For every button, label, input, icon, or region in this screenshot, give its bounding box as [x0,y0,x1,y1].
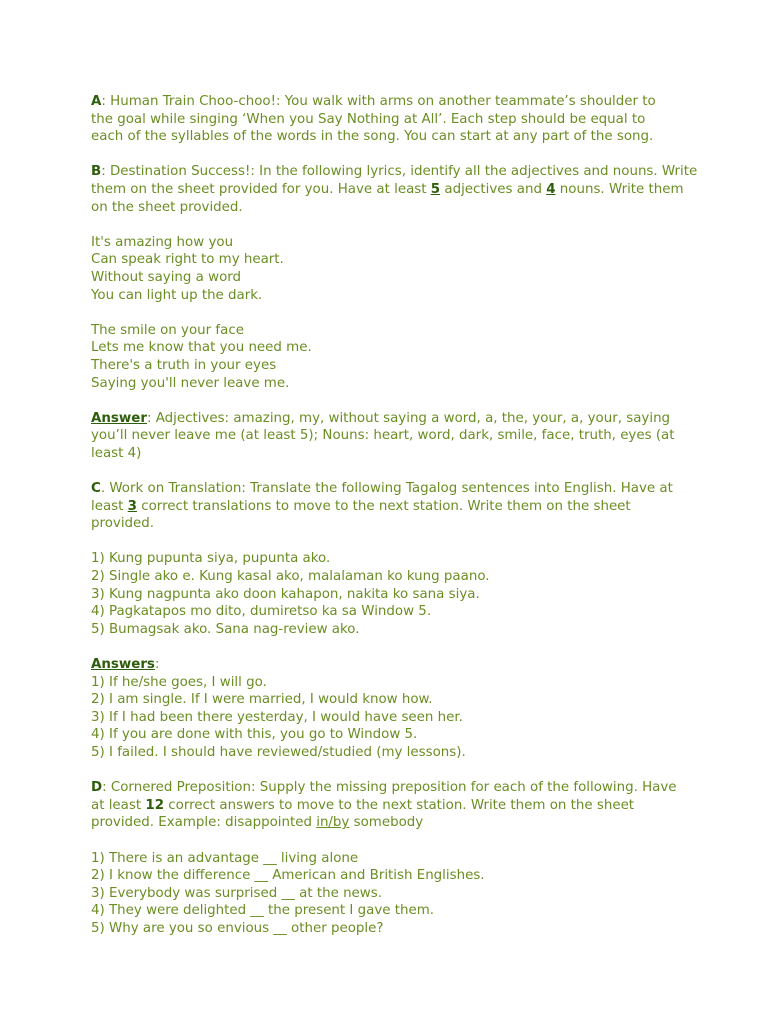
section-d-line-3 [91,814,708,832]
answers-colon: : [154,657,160,672]
list-item: 3) Everybody was surprised __ at the news. [91,885,382,901]
section-b-line-2 [91,181,708,199]
noun-count: 4 [546,181,556,197]
list-item: 5) I failed. I should have reviewed/studied (my lessons). [91,744,466,760]
section-d-text-1: : Cornered Preposition: Supply the missing preposition for each of the following. Have [102,780,677,796]
list-item: 5) Why are you so envious __ other people? [91,920,384,936]
lyric-line: Lets me know that you need me. [91,340,312,356]
section-b-letter: B [91,164,102,180]
section-b-text-1: : Destination Success!: In the following lyrics, identify all the adjectives and nouns. Write [101,164,698,180]
example-preposition: in/by [316,815,350,831]
section-a-line-2: the goal while singing ‘When you Say Nothing at All’. Each step should be equal to [91,111,646,127]
answer-text-1: : Adjectives: amazing, my, without saying a word, a, the, your, a, your, saying [146,410,671,426]
section-b-answer [91,410,708,463]
list-item: 5) Bumagsak ako. Sana nag-review ako. [91,621,360,637]
section-b-line-1 [91,163,708,181]
answer-count: 12 [145,797,165,813]
section-d [91,779,708,832]
section-d-text-2a: at least [91,797,146,813]
section-c [91,480,708,533]
lyric-line: Saying you'll never leave me. [91,375,290,391]
section-a-letter: A [91,94,102,109]
list-item: 4) Pagkatapos mo dito, dumiretso ka sa Window 5. [91,604,432,620]
section-b-text-2b: adjectives and [440,181,547,197]
lyric-line: There's a truth in your eyes [91,357,277,373]
answers-heading [91,656,708,674]
section-c-line-3: provided. [91,516,155,532]
section-a-text-1: : Human Train Choo-choo!: You walk with arms on another teammate’s shoulder to [101,94,656,109]
lyric-line: It's amazing how you [91,234,234,250]
list-item: 4) They were delighted __ the present I gave them. [91,903,435,919]
translation-count: 3 [127,498,137,514]
section-c-answers [91,656,708,762]
list-item: 3) If I had been there yesterday, I would have seen her. [91,709,463,725]
lyric-line: The smile on your face [91,322,244,338]
list-item: 1) If he/she goes, I will go. [91,674,267,690]
lyrics-verse-2 [91,322,708,392]
list-item: 2) I am single. If I were married, I would know how. [91,692,433,708]
answer-line-1 [91,410,708,428]
section-d-line-1 [91,779,708,797]
section-d-text-2b: correct answers to move to the next station. Write them on the sheet [164,797,635,813]
section-b-text-2c: nouns. Write them [555,181,684,197]
lyric-line: Without saying a word [91,269,242,285]
list-item: 2) Single ako e. Kung kasal ako, malalaman ko kung paano. [91,569,490,585]
preposition-items [91,850,708,938]
section-b-text-2a: them on the sheet provided for you. Have at least [91,181,431,197]
section-a-line-1 [91,93,708,111]
list-item: 1) Kung pupunta siya, pupunta ako. [91,551,331,567]
section-c-text-2a: least [91,498,128,514]
section-d-text-3b: somebody [349,815,424,831]
list-item: 3) Kung nagpunta ako doon kahapon, nakita ko sana siya. [91,586,480,602]
section-d-letter: D [91,780,103,796]
adjective-count: 5 [430,181,441,197]
list-item: 4) If you are done with this, you go to Window 5. [91,727,418,743]
section-c-line-1 [91,480,708,498]
section-d-line-2 [91,797,708,815]
section-d-text-3a: provided. Example: disappointed [91,815,317,831]
section-c-text-2b: correct translations to move to the next station. Write them on the sheet [136,498,631,514]
tagalog-sentences [91,550,708,638]
lyric-line: You can light up the dark. [91,287,263,303]
section-c-line-2 [91,498,708,516]
lyrics-verse-1 [91,234,708,304]
lyric-line: Can speak right to my heart. [91,252,284,268]
section-a [91,93,708,146]
answer-label: Answer [91,410,147,426]
answers-label: Answers [91,657,155,672]
answer-line-3: least 4) [91,445,142,461]
answer-line-2: you’ll never leave me (at least 5); Nouns: heart, word, dark, smile, face, truth, eyes (at [91,428,675,444]
section-c-letter: C [91,481,101,497]
section-b-line-3: on the sheet provided. [91,199,243,215]
list-item: 2) I know the difference __ American and British Englishes. [91,868,485,884]
list-item: 1) There is an advantage __ living alone [91,850,359,866]
section-c-text-1: . Work on Translation: Translate the following Tagalog sentences into English. Have at [100,481,673,497]
section-b [91,163,708,216]
section-a-line-3: each of the syllables of the words in the song. You can start at any part of the song. [91,129,654,145]
